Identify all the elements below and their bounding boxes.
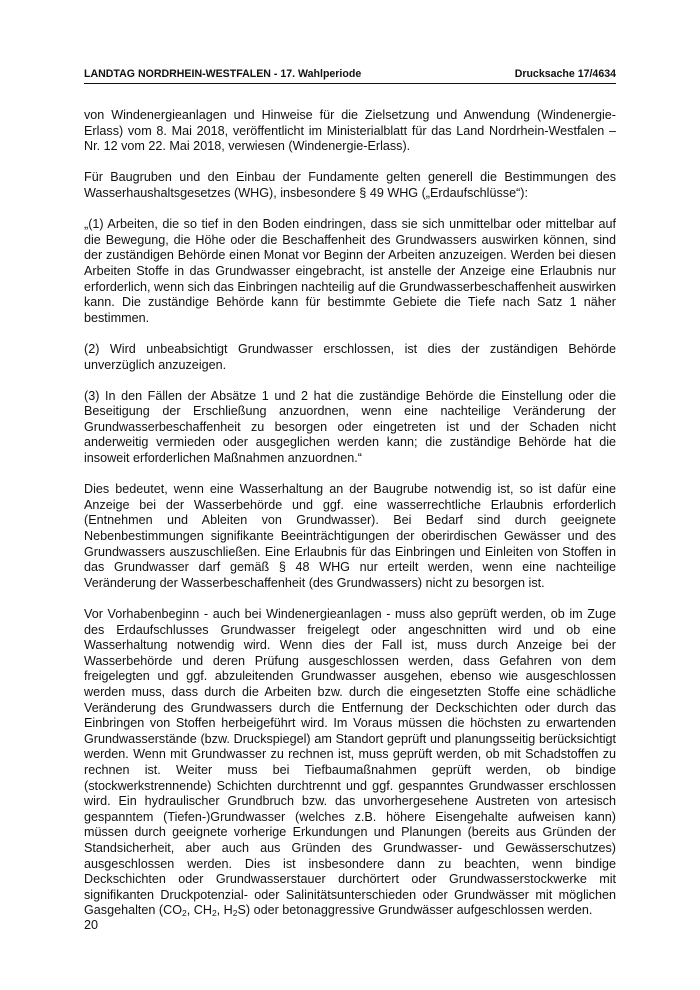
header-title: LANDTAG NORDRHEIN-WESTFALEN - 17. Wahlperiode	[84, 68, 362, 80]
paragraph-baugruben: Für Baugruben und den Einbau der Fundamente gelten generell die Bestimmungen des Wasserhaushaltsgesetzes (WHG), insbesondere § 49 WHG („Erdaufschlüsse“):	[84, 170, 616, 200]
subscript: 2	[232, 908, 238, 919]
vorhabenbeginn-end: S) oder betonaggressive Grundwässer aufgeschlossen werden.	[237, 903, 593, 918]
separator: , H	[216, 903, 233, 918]
paragraph-erlass: von Windenergieanlagen und Hinweise für die Zielsetzung und Anwendung (Windenergie-Erlass) vom 8. Mai 2018, veröffentlicht im Ministerialblatt für das Land Nordrhein-Westfalen – Nr. 12 vom 22. Mai 2018, verwiesen (Windenergie-Erlass).	[84, 108, 616, 154]
subscript: 2	[182, 908, 187, 919]
paragraph-wasserhaltung: Dies bedeutet, wenn eine Wasserhaltung an der Baugrube notwendig ist, so ist dafür eine Anzeige bei der Wasserbehörde und ggf. eine wasserrechtliche Erlaubnis erforderlich (Entnehmen und Ableiten von Grundwasser). Bei Bedarf sind durch geeignete Nebenbestimmungen signifikante Beeinträchtigungen der oberirdischen Gewässer und des Grundwassers auszuschließen. Eine Erlaubnis für das Einbringen und Einleiten von Stoffen in das Grundwasser darf gemäß § 48 WHG nur erteilt werden, wenn eine nachteilige Veränderung der Wasserbeschaffenheit (des Grundwassers) nicht zu besorgen ist.	[84, 482, 616, 590]
paragraph-vorhabenbeginn	[84, 607, 616, 919]
quote-paragraph-3: (3) In den Fällen der Absätze 1 und 2 hat die zuständige Behörde die Einstellung oder die Beseitigung der Erschließung anzuordnen, wenn eine nachteilige Veränderung der Grundwasserbeschaffenheit zu besorgen oder eingetreten ist und der Schaden nicht anderweitig vermieden oder ausgeglichen werden kann; die zuständige Behörde hat die insoweit erforderlichen Maßnahmen anzuordnen.“	[84, 388, 616, 466]
document-number: Drucksache 17/4634	[514, 68, 616, 80]
vorhabenbeginn-text: Vor Vorhabenbeginn - auch bei Windenergieanlagen - muss also geprüft werden, ob im Zuge des Erdaufschlusses Grundwasser freigelegt oder angeschnitten wird und ob eine Wasserhaltung notwendig wird. Wenn dies der Fall ist, muss durch Anzeige bei der Wasserbehörde und deren Prüfung ausgeschlossen werden, dass Gefahren von dem freigelegten und ggf. abzuleitenden Grundwasser ausgehen, ebenso wie ausgeschlossen werden muss, dass durch die Arbeiten bzw. durch die eingesetzten Stoffe eine schädliche Veränderung des Grundwassers durch die Entfernung der Deckschichten oder durch das Einbringen von Stoffen herbeigeführt wird. Im Voraus müssen die höchsten zu erwartenden Grundwasserstände (bzw. Druckspiegel) am Standort geprüft und planungsseitig berücksichtigt werden. Wenn mit Grundwasser zu rechnen ist, muss geprüft werden, ob mit Schadstoffen zu rechnen ist. Weiter muss bei Tiefbaumaßnahmen geprüft werden, ob bindige (stockwerkstrennende) Schichten durchtrennt und ggf. gespanntes Grundwasser erschlossen wird. Ein hydraulischer Grundbruch bzw. das unvorhergesehene Austreten von artesisch gespanntem (Tiefen-)Grundwasser (welches z.B. höhere Eisengehalte aufweisen kann) müssen durch geeignete vorherige Erkundungen und Planungen (bereits aus Gründen der Standsicherheit, aber auch aus Gründen des Grundwasser- und Gewässerschutzes) ausgeschlossen werden. Dies ist insbesondere dann zu beachten, wenn bindige Deckschichten oder Grundwasserstauer durchörtert oder Grundwasserstockwerke mit signifikanten Druckpotenzial- oder Salinitätsunterschieden oder Grundwässer mit möglichen Gasgehalten (CO	[84, 607, 616, 918]
subscript: 2	[211, 908, 217, 919]
document-body	[84, 108, 616, 934]
separator: , CH	[186, 903, 212, 918]
page-number: 20	[84, 918, 99, 932]
page-header	[84, 68, 616, 84]
quote-paragraph-1: „(1) Arbeiten, die so tief in den Boden eindringen, dass sie sich unmittelbar oder mittelbar auf die Bewegung, die Höhe oder die Beschaffenheit des Grundwassers auswirken können, sind der zuständigen Behörde einen Monat vor Beginn der Arbeiten anzuzeigen. Werden bei diesen Arbeiten Stoffe in das Grundwasser eingebracht, ist anstelle der Anzeige eine Erlaubnis nur erforderlich, wenn sich das Einbringen nachteilig auf die Grundwasserbeschaffenheit auswirken kann. Die zuständige Behörde kann für bestimmte Gebiete die Tiefe nach Satz 1 näher bestimmen.	[84, 217, 616, 325]
quote-paragraph-2: (2) Wird unbeabsichtigt Grundwasser erschlossen, ist dies der zuständigen Behörde unverzüglich anzuzeigen.	[84, 341, 616, 372]
